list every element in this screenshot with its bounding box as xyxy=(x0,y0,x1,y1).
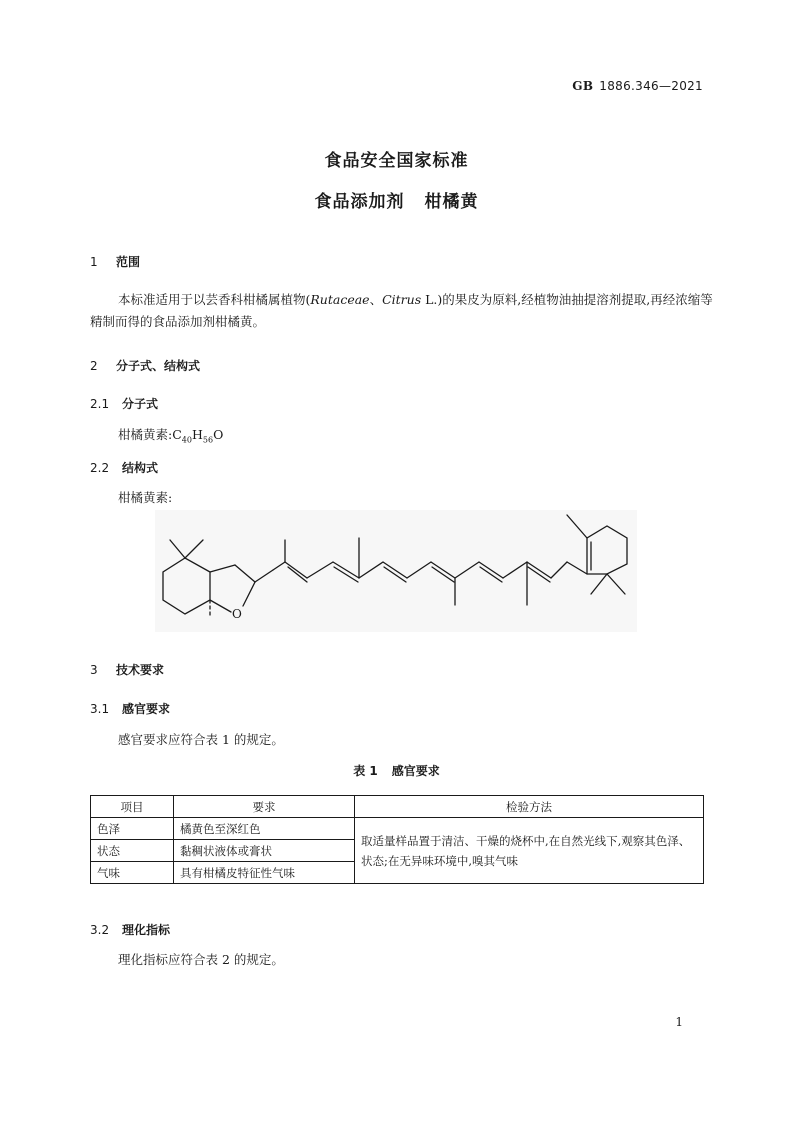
sensory-requirements-table xyxy=(90,795,704,884)
row-requirement: 具有柑橘皮特征性气味 xyxy=(174,862,355,884)
subtitle-part-b: 柑橘黄 xyxy=(424,192,479,212)
table-caption-number: 表 1 xyxy=(353,764,378,778)
section-1-heading xyxy=(90,253,140,270)
table-row xyxy=(91,818,704,840)
standard-prefix: GB xyxy=(572,79,594,93)
section-3-1-heading xyxy=(90,700,170,717)
section-number: 2.2 xyxy=(90,461,110,475)
structure-label: 柑橘黄素: xyxy=(118,490,173,505)
molecular-formula: 柑橘黄素$:C_{40}H_{56}O$ xyxy=(118,427,224,445)
section-number: 2 xyxy=(90,359,98,373)
standard-number: 1886.346—2021 xyxy=(599,79,703,93)
section-title: 范围 xyxy=(116,255,141,269)
section-number: 2.1 xyxy=(90,397,110,411)
test-method-cell: 取适量样品置于清洁、干燥的烧杯中,在自然光线下,观察其色泽、状态;在无异味环境中,嗅其气味 xyxy=(355,818,704,884)
section-3-2-text: 理化指标应符合表 2 的规定。 xyxy=(118,952,284,967)
latin-genus-name: Citrus xyxy=(382,292,422,307)
section-title: 感官要求 xyxy=(122,702,171,716)
section-number: 1 xyxy=(90,255,98,269)
section-2-2-heading xyxy=(90,459,158,476)
row-item: 状态 xyxy=(91,840,174,862)
header-item: 项目 xyxy=(91,796,174,818)
section-1-paragraph: 本标准适用于以芸香科柑橘属植物(Rutaceae、Citrus L.)的果皮为原料,经植物油抽提溶剂提取,再经浓缩等精制而得的食品添加剂柑橘黄。 xyxy=(90,292,713,329)
page-number: 1 xyxy=(675,1015,683,1029)
latin-family-name: Rutaceae xyxy=(310,292,370,307)
header-requirement: 要求 xyxy=(174,796,355,818)
section-number: 3 xyxy=(90,663,98,677)
row-requirement: 黏稠状液体或膏状 xyxy=(174,840,355,862)
standard-code xyxy=(572,79,703,93)
table-caption-title: 感官要求 xyxy=(391,764,440,778)
section-3-heading xyxy=(90,661,164,678)
section-title: 技术要求 xyxy=(116,663,165,677)
oxygen-atom-label: O xyxy=(232,607,242,621)
table-header-row xyxy=(91,796,704,818)
section-title: 分子式 xyxy=(122,397,159,411)
section-3-1-text: 感官要求应符合表 1 的规定。 xyxy=(118,732,284,747)
table-1-caption xyxy=(0,762,793,779)
section-title: 理化指标 xyxy=(122,923,171,937)
row-item: 色泽 xyxy=(91,818,174,840)
header-test-method: 检验方法 xyxy=(355,796,704,818)
row-requirement: 橘黄色至深红色 xyxy=(174,818,355,840)
structural-formula-diagram xyxy=(155,510,637,632)
section-number: 3.2 xyxy=(90,923,110,937)
section-2-1-heading xyxy=(90,395,158,412)
section-2-heading xyxy=(90,357,200,374)
section-3-2-heading xyxy=(90,921,170,938)
subtitle-part-a: 食品添加剂 xyxy=(314,192,405,212)
section-number: 3.1 xyxy=(90,702,110,716)
document-subtitle xyxy=(0,187,793,212)
document-title: 食品安全国家标准 xyxy=(324,151,469,171)
section-title: 结构式 xyxy=(122,461,159,475)
section-title: 分子式、结构式 xyxy=(116,359,201,373)
row-item: 气味 xyxy=(91,862,174,884)
